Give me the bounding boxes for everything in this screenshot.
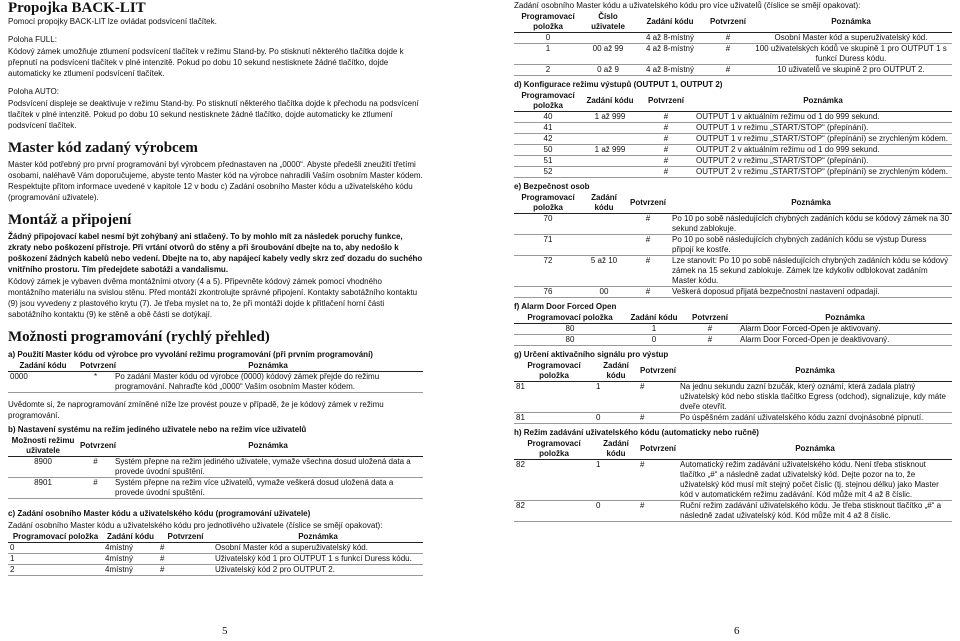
cell: #	[707, 324, 713, 333]
cell: 82	[516, 460, 525, 469]
section-c-heading: c) Zadání osobního Master kódu a uživatelského kódu (programování uživatele)	[8, 509, 311, 518]
cell: 4místný	[105, 554, 134, 563]
full-text: Kódový zámek umožňuje ztlumení podsvícení tlačítek v režimu Stand-by. Po stisknutí některého tlačítka dojde k přepnutí na podsvícení tlačítek v plné intenzitě. Pokud po dobu 10 sekund nestisknete žádné tlačítko, dojde automaticky ke ztlumení podsvícení tlačítek.	[8, 47, 404, 78]
cell: Uživatelský kód 1 pro OUTPUT 1 s funkcí Duress kódu.	[215, 554, 412, 563]
cell: 72	[543, 256, 553, 265]
cell: OUTPUT 2 v režimu „START/STOP“ (přepínání) se zrychleným kódem.	[696, 167, 948, 176]
table-row	[514, 460, 952, 501]
table-row	[514, 44, 952, 65]
table-row	[514, 501, 952, 522]
section-b-heading: b) Nastavení systému na režim jediného uživatele nebo na režim více uživatelů	[8, 425, 307, 434]
prog-title: Možnosti programování (rychlý přehled)	[8, 329, 270, 345]
col-header: Poznámka	[791, 198, 831, 207]
col-header: Číslo uživatele	[591, 12, 625, 31]
table-row	[514, 134, 952, 145]
table-row	[514, 256, 952, 287]
table-row	[514, 335, 952, 346]
cell: 100 uživatelských kódů ve skupině 1 pro OUTPUT 1 s funkcí Duress kódu.	[755, 44, 947, 63]
table-row	[514, 324, 952, 335]
cell: 0000	[10, 372, 28, 381]
cell: 42	[543, 134, 553, 143]
cell: 00	[599, 287, 609, 296]
table-header	[8, 532, 423, 543]
cell: #	[640, 460, 645, 469]
cell: 80	[565, 335, 575, 344]
col-header: Možnosti režimu uživatele	[11, 436, 75, 455]
cell: #	[663, 156, 669, 165]
table-header	[514, 361, 952, 382]
col-header: Potvrzení	[709, 17, 746, 26]
auto-text: Podsvícení displeje se deaktivuje v režimu Stand-by. Po stisknutí některého tlačítka dojde k přechodu na podsvícení tlačítek v plné intenzitě. Pokud po dobu 10 sekund nestisknete žádné tlačítko, dojde automaticky ke ztlumení podsvícení tlačítek.	[8, 99, 419, 130]
section-f-heading: f) Alarm Door Forced Open	[514, 302, 617, 311]
cell: 80	[565, 324, 575, 333]
cell: 0 až 9	[597, 65, 619, 74]
table-b	[8, 436, 423, 499]
table-row	[514, 33, 952, 44]
table-d	[514, 91, 952, 178]
table-row	[514, 65, 952, 76]
cell: Ruční režim zadávání uživatelského kódu. Je třeba stisknout tlačítko „#“ a následně zadat uživatelský kód. Kód může mít 4 až 8 číslic.	[680, 501, 942, 520]
cell: #	[663, 167, 669, 176]
table-header	[8, 436, 423, 457]
col-header: Poznámka	[795, 444, 835, 453]
col-header: Zadání kódu	[19, 361, 67, 370]
cell: #	[645, 256, 651, 265]
cell: #	[160, 543, 165, 552]
cell: 1	[651, 324, 657, 333]
table-f	[514, 313, 952, 346]
auto-heading: Poloha AUTO:	[8, 87, 59, 96]
col-header: Potvrzení	[691, 313, 728, 322]
col-header: Zadání kódu	[646, 17, 694, 26]
right-page	[514, 0, 952, 641]
mont-title: Montáž a připojení	[8, 212, 132, 228]
cell: 1	[10, 554, 15, 563]
col-header: Potvrzení	[647, 96, 684, 105]
cell: OUTPUT 1 v režimu „START/STOP“ (přepínání).	[696, 123, 869, 132]
table-header	[514, 439, 952, 460]
cell: #	[663, 145, 669, 154]
table-row	[514, 235, 952, 256]
cell: Alarm Door Forced-Open je deaktivovaný.	[740, 335, 890, 344]
a-note: Uvědomte si, že naprogramování zmíněné níže lze provést pouze v případě, že je kódový zámek v režimu programování.	[8, 400, 384, 420]
section-d-heading: d) Konfigurace režimu výstupů (OUTPUT 1, OUTPUT 2)	[514, 80, 723, 89]
cell: Po 10 po sobě následujících chybných zadáních kódu se kódový zámek na 30 sekund zablokuje.	[672, 214, 950, 233]
table-header	[8, 361, 423, 372]
cell: 40	[543, 112, 553, 121]
table-c2	[514, 12, 952, 76]
cell: 81	[516, 382, 525, 391]
cell: 41	[543, 123, 553, 132]
table-row	[514, 167, 952, 178]
cell: Uživatelský kód 2 pro OUTPUT 2.	[215, 565, 335, 574]
cell: 4 až 8-místný	[645, 44, 694, 53]
cell: OUTPUT 2 v aktuálním režimu od 1 do 999 sekund.	[696, 145, 880, 154]
table-a	[8, 361, 423, 393]
cell: 82	[516, 501, 525, 510]
cell: 2	[10, 565, 15, 574]
cell: 81	[516, 413, 525, 422]
cell: 1	[596, 382, 601, 391]
col-header: Programovací položka	[527, 313, 613, 322]
col-header: Zadání kódu	[586, 96, 634, 105]
col-header: Zadání kódu	[603, 361, 629, 380]
cell: 0	[651, 335, 657, 344]
cell: Lze stanovit: Po 10 po sobě následujících chybných zadáních kódu se kódový zámek na 15 sekund zablokuje. Zámek lze kdykoliv odblokovat zadáním Master kódu.	[672, 256, 949, 285]
col-header: Potvrzení	[80, 441, 117, 450]
page-number-left: 5	[222, 625, 228, 637]
table-row	[8, 372, 423, 393]
table-row	[514, 112, 952, 123]
table-row	[8, 457, 423, 478]
cell: 51	[543, 156, 553, 165]
cell: #	[645, 287, 651, 296]
cell: #	[160, 554, 165, 563]
col-header: Potvrzení	[640, 444, 677, 453]
cell: #	[93, 478, 98, 487]
cell: 70	[543, 214, 553, 223]
col-header: Programovací položka	[521, 193, 575, 212]
cell: 1 až 999	[594, 145, 626, 154]
cell: 10 uživatelů ve skupině 2 pro OUTPUT 2.	[777, 65, 925, 74]
table-row	[514, 413, 952, 424]
left-page	[8, 0, 423, 641]
cell: 50	[543, 145, 553, 154]
col-header: Poznámka	[803, 96, 843, 105]
cell: 0	[10, 543, 15, 552]
cell: 5 až 10	[590, 256, 618, 265]
table-row	[514, 123, 952, 134]
cell: Systém přepne na režim jediného uživatele, vymaže všechna dosud uložená data a provede úvodní spuštění.	[115, 457, 411, 476]
cell: 0	[596, 501, 601, 510]
table-row	[514, 156, 952, 167]
col-header: Potvrzení	[80, 361, 117, 370]
mont-warning: Žádný připojovací kabel nesmí být zohýbaný ani stlačený. To by mohlo mít za následek poruchy funkce, zkraty nebo poškození přístroje. Při vrtání otvorů do stěny a při šroubování dbejte na to, aby nedošlo k poškození žádných kabelů nebo vedení. Dbejte na to, aby napájecí kabely vedly skrz zeď dozadu do suchého vnitřního prostoru. Tím předejdete sabotáži a vandalismu.	[8, 232, 423, 274]
table-c	[8, 532, 423, 576]
cell: Po zadání Master kódu od výrobce (0000) kódový zámek přejde do režimu programování. Nahraďte kód „0000“ Vaším osobním Master kódem.	[115, 372, 380, 391]
col-header: Programovací položka	[521, 12, 575, 31]
cell: #	[640, 413, 645, 422]
cell: 1	[545, 44, 551, 53]
cell: 1 až 999	[594, 112, 626, 121]
cell: 4místný	[105, 543, 134, 552]
cell: 71	[543, 235, 553, 244]
cell: *	[93, 372, 98, 381]
cell: 76	[543, 287, 553, 296]
cell	[582, 156, 638, 167]
table-header	[514, 91, 952, 112]
cell: #	[160, 565, 165, 574]
table-header	[514, 193, 952, 214]
cell: 8900	[34, 457, 52, 466]
page-title: Propojka BACK-LIT	[8, 0, 146, 16]
cell	[582, 235, 626, 256]
table-header	[514, 313, 952, 324]
cell	[582, 134, 638, 145]
section-a-heading: a) Použití Master kódu od výrobce pro vyvolání režimu programování (při prvním programování)	[8, 350, 373, 359]
cell: 0	[545, 33, 551, 42]
table-row	[8, 565, 423, 576]
table-row	[514, 382, 952, 413]
section-h-heading: h) Režim zadávání uživatelského kódu (automaticky nebo ručně)	[514, 428, 759, 437]
col-header: Zadání kódu	[603, 439, 629, 458]
col-header: Poznámka	[298, 532, 338, 541]
col-header: Poznámka	[248, 361, 288, 370]
col-header: Zadání kódu	[630, 313, 678, 322]
table-row	[8, 478, 423, 499]
col-header: Zadání kódu	[591, 193, 617, 212]
cell: #	[640, 501, 645, 510]
cell: #	[725, 44, 731, 53]
table-e	[514, 193, 952, 298]
cell: Automatický režim zadávání uživatelského kódu. Není třeba stisknout tlačítko „#“ a následně zadat uživatelský kód. Dejte pozor na to, že uživatelský kód musí mít stejný počet číslic (tj. stejnou délku) jako Master kód v automatickém režimu zadávání. Kód může mít 4 až 8 číslic.	[680, 460, 939, 499]
section-e-heading: e) Bezpečnost osob	[514, 182, 590, 191]
cell: #	[663, 123, 669, 132]
mont-text: Kódový zámek je vybaven dvěma montážními otvory (4 a 5). Připevněte kódový zámek pomocí vhodného montážního materiálu na svislou stěnu. Před montáží zkontrolujte správné připojení. Kontakty sabotážního kontaktu (9) jsou vyvedeny z plastového krytu (7). Je třeba myslet na to, že při montáži dojde k přitlačení horní části sabotážního kontaktu (9) ke stěně a obě části se dotýkají.	[8, 277, 418, 319]
table-h	[514, 439, 952, 522]
cell: #	[663, 134, 669, 143]
cell: #	[725, 65, 731, 74]
cell: 4 až 8-místný	[645, 33, 694, 42]
cell: 8901	[34, 478, 52, 487]
table-header	[514, 12, 952, 33]
cell: #	[93, 457, 98, 466]
cell: OUTPUT 1 v režimu „START/STOP“ (přepínání) se zrychleným kódem.	[696, 134, 948, 143]
table-row	[514, 145, 952, 156]
cell: 00 až 99	[592, 44, 624, 53]
col-header: Poznámka	[825, 313, 865, 322]
cell: Systém přepne na režim více uživatelů, vymaže veškerá dosud uložená data a provede úvodní spuštění.	[115, 478, 394, 497]
section-g-heading: g) Určení aktivačního signálu pro výstup	[514, 350, 669, 359]
cell: Po úspěšném zadání uživatelského kódu zazní dvojnásobné pípnutí.	[680, 413, 924, 422]
cell: Na jednu sekundu zazní bzučák, který oznámí, která zadala platný uživatelský kód nebo stiskla tlačítko Egress (odchod), signalizuje, kdy máte dveře otevřít.	[680, 382, 946, 411]
cell: 2	[545, 65, 551, 74]
col-header: Poznámka	[795, 366, 835, 375]
col-header: Programovací položka	[521, 91, 575, 110]
cell: #	[645, 235, 651, 244]
cell: 52	[543, 167, 553, 176]
cell	[582, 33, 634, 44]
cell: #	[725, 33, 731, 42]
page-number-right: 6	[734, 625, 740, 637]
cell: Veškerá doposud přijatá bezpečnostní nastavení odpadají.	[672, 287, 880, 296]
col-header: Potvrzení	[167, 532, 204, 541]
master-title: Master kód zadaný výrobcem	[8, 140, 198, 156]
cell	[582, 214, 626, 235]
cell: 0	[596, 413, 601, 422]
col-header: Programovací položka	[12, 532, 99, 541]
full-heading: Poloha FULL:	[8, 35, 57, 44]
cell: 4místný	[105, 565, 134, 574]
table-row	[514, 287, 952, 298]
cell	[582, 123, 638, 134]
cell: #	[640, 382, 645, 391]
col-header: Potvrzení	[640, 366, 677, 375]
cell: #	[707, 335, 713, 344]
cell: Osobní Master kód a superuživatelský kód.	[215, 543, 368, 552]
cell: Po 10 po sobě následujících chybných zadáních kódu se výstup Duress připojí ke kostře.	[672, 235, 927, 254]
table-row	[514, 214, 952, 235]
table-row	[8, 543, 423, 554]
col-header: Poznámka	[248, 441, 288, 450]
c-subtext: Zadání osobního Master kódu a uživatelského kódu pro jednotlivého uživatele (číslice se smějí opakovat):	[8, 521, 383, 530]
cell: OUTPUT 2 v režimu „START/STOP“ (přepínání).	[696, 156, 869, 165]
cell: 4 až 8-místný	[645, 65, 694, 74]
col-header: Programovací položka	[527, 361, 581, 380]
cell: OUTPUT 1 v aktuálním režimu od 1 do 999 sekund.	[696, 112, 880, 121]
cell: #	[645, 214, 651, 223]
col-header: Zadání kódu	[106, 532, 155, 541]
cell: #	[663, 112, 669, 121]
col-header: Potvrzení	[629, 198, 666, 207]
col-header: Poznámka	[831, 17, 871, 26]
c2-subtext: Zadání osobního Master kódu a uživatelského kódu pro více uživatelů (číslice se smějí opakovat):	[514, 1, 861, 10]
cell: Alarm Door Forced-Open je aktivovaný.	[740, 324, 881, 333]
cell: Osobní Master kód a superuživatelský kód.	[774, 33, 928, 42]
master-text: Master kód potřebný pro první programování byl výrobcem přednastaven na „0000“. Abyste předešli zneužití třetími osobami, naléhavě Vám doporučujeme, abyste tento Master kód na výrobce nahradili Vaším osobním Master kódem. Respektujte přitom informace uvedené v kapitole 12 v bodu c) Zadání osobního Master kódu a uživatelského kódu (programování uživatele).	[8, 160, 423, 202]
cell	[582, 167, 638, 178]
col-header: Programovací položka	[527, 439, 581, 458]
intro-text: Pomocí propojky BACK-LIT lze ovládat podsvícení tlačítek.	[8, 17, 217, 26]
table-g	[514, 361, 952, 424]
cell: 1	[596, 460, 601, 469]
table-row	[8, 554, 423, 565]
